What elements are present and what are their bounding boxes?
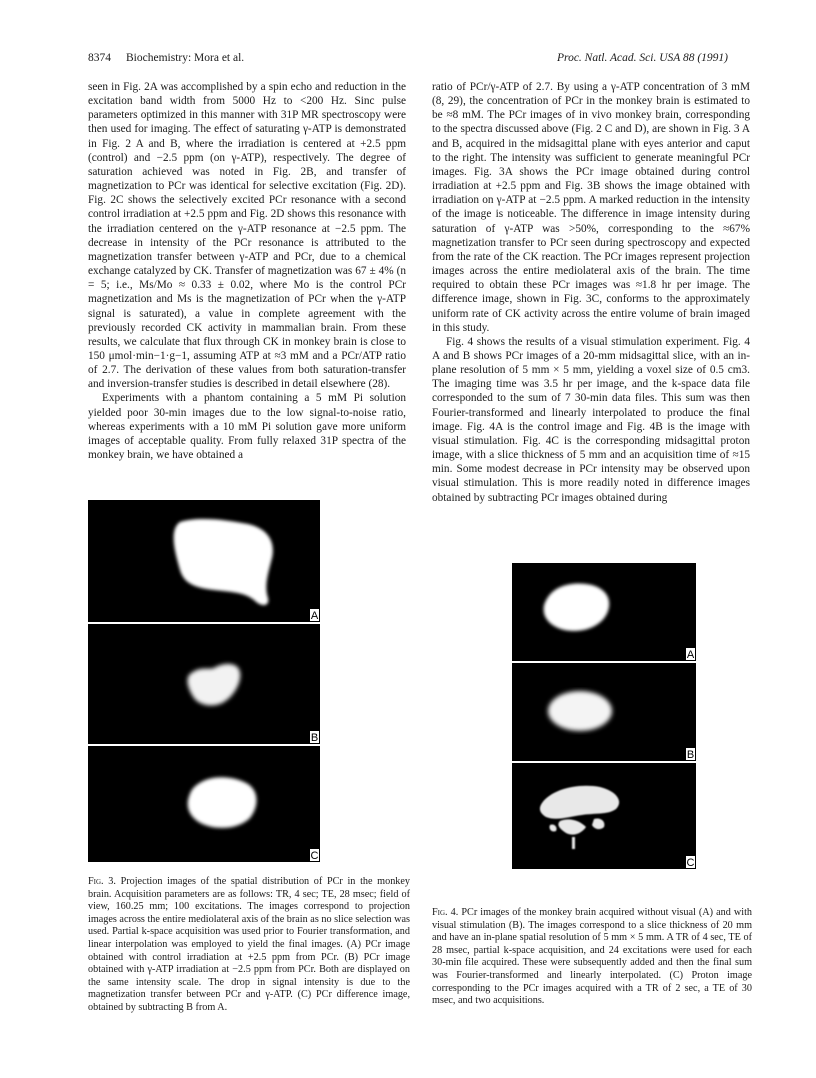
right-column [432, 80, 750, 505]
figure3-panel-a [88, 500, 320, 622]
pcr-difference-image-c [88, 746, 320, 862]
figure4-panel-a [512, 563, 696, 661]
running-header [88, 52, 728, 68]
figure3-panel-c [88, 746, 320, 862]
pcr-image-a [88, 500, 320, 622]
figure4-panel-b [512, 663, 696, 761]
left-column [88, 80, 406, 462]
figure3-label-b: B [310, 732, 319, 744]
header-authors: Biochemistry: Mora et al. [126, 52, 245, 64]
paragraph: seen in Fig. 2A was accomplished by a spin echo and reduction in the excitation band width from 5000 Hz to <200 Hz. Sinc pulse parameters optimized in this manner with 31P MR spectroscopy were then used for imaging. The effect of saturating γ-ATP is demonstrated in Fig. 2 A and B, where the irradiation is centered at +2.5 ppm (control) and −2.5 ppm (on γ-ATP), respectively. The degree of saturation achieved was noted in Fig. 2B, and transfer of magnetization to PCr was identical for selective excitation (Fig. 2D). Fig. 2C shows the selectively excited PCr resonance with a second control irradiation at +2.5 ppm and Fig. 2D shows this resonance with the irradiation centered on the γ-ATP resonance at −2.5 ppm. The decrease in intensity of the PCr resonance is attributed to the magnetization transfer between γ-ATP and PCr, due to a chemical exchange catalyzed by CK. Transfer of magnetization was 67 ± 4% (n = 5; i.e., Ms/Mo ≈ 0.33 ± 0.02, where Mo is the control PCr magnetization and Ms is the magnetization of PCr when the γ-ATP signal is saturated), a value in complete agreement with the previously recorded CK activity in mammalian brain. From these results, we calculate that flux through CK in monkey brain is close to 150 μmol·min−1·g−1, assuming ATP at ≈3 mM and a PCr/ATP ratio of 2.7. The derivation of these values from both saturation-transfer and inversion-transfer studies is described in detail elsewhere (28). [88, 81, 406, 391]
figure3-caption-label: Fig. 3. [88, 876, 116, 887]
pcr-image-without-stimulation [512, 563, 696, 661]
paragraph: ratio of PCr/γ-ATP of 2.7. By using a γ-ATP concentration of 3 mM (8, 29), the concentration of PCr in the monkey brain is estimated to be ≈8 mM. The PCr images of in vivo monkey brain, corresponding to the spectra discussed above (Fig. 2 C and D), are shown in Fig. 3 A and B, acquired in the midsagittal plane with eyes anterior and caput to the right. The intensity was sufficient to generate meaningful PCr images. Fig. 3A shows the PCr image obtained during control irradiation at +2.5 ppm and Fig. 3B shows the image obtained with irradiation on γ-ATP at −2.5 ppm. A marked reduction in the intensity of the image is noticeable. The difference in image intensity during saturation of γ-ATP was >50%, corresponding to the ≈67% magnetization transfer to PCr seen during spectroscopy and expected from the rate of the CK reaction. The PCr images represent projection images across the entire mediolateral axis of the brain. The time required to obtain these PCr images was ≈1.8 hr per image. The difference image, shown in Fig. 3C, conforms to the approximately uniform rate of CK activity across the entire volume of brain imaged in this study. [432, 81, 750, 334]
paragraph: Experiments with a phantom containing a 5 mM Pi solution yielded poor 30-min images due to the low signal-to-noise ratio, whereas experiments with a 10 mM Pi solution gave more uniform images of acceptable quality. From fully relaxed 31P spectra of the monkey brain, we have obtained a [88, 392, 406, 462]
pcr-image-b [88, 624, 320, 744]
proton-image [512, 763, 696, 869]
figure4-caption-label: Fig. 4. [432, 907, 459, 918]
figure3-caption-text: Projection images of the spatial distribution of PCr in the monkey brain. Acquisition parameters are as follows: TR, 4 sec; TE, 28 msec; field of view, 160.25 mm; 100 excitations. The images correspond to projection images across the entire mediolateral axis of the brain as no slice selection was used. Partial k-space acquisition was used prior to Fourier transformation, and linear interpolation was employed to yield the final images. (A) PCr image obtained with control irradiation at +2.5 ppm from PCr. (B) PCr image obtained with γ-ATP irradiation at −2.5 ppm from PCr. Both are displayed on the same intensity scale. The drop in signal intensity is due to the magnetization transfer between PCr and γ-ATP. (C) PCr difference image, obtained by subtracting B from A. [88, 876, 410, 1013]
figure3-label-c: C [310, 850, 319, 862]
pcr-image-with-stimulation [512, 663, 696, 761]
header-journal: Proc. Natl. Acad. Sci. USA 88 (1991) [557, 52, 728, 64]
figure3-caption [88, 876, 410, 1015]
figure4-caption [432, 907, 752, 1008]
figure4-label-a: A [686, 649, 695, 661]
page-number: 8374 [88, 52, 111, 64]
figure4-label-c: C [686, 857, 695, 869]
figure4-caption-text: PCr images of the monkey brain acquired without visual (A) and with visual stimulation (B). The images correspond to a slice thickness of 20 mm and have an in-plane spatial resolution of 5 mm × 5 mm. A TR of 4 sec, TE of 28 msec, partial k-space acquisition, and 24 excitations were used for each 30-min file acquired. These were subsequently added and then the final sum was Fourier-transformed and linearly interpolated. (C) Proton image corresponding to the PCr images acquired with a TR of 2 sec, a TE of 30 msec, and two acquisitions. [432, 907, 752, 1007]
figure3-label-a: A [310, 610, 319, 622]
paragraph: Fig. 4 shows the results of a visual stimulation experiment. Fig. 4 A and B shows PCr images of a 20-mm midsagittal slice, with an in-plane resolution of 5 mm × 5 mm, yielding a voxel size of 0.5 cm3. The imaging time was 3.5 hr per image, and the k-space data file corresponded to the sum of 7 30-min data files. This sum was then Fourier-transformed and linearly interpolated to produce the final image. Fig. 4A is the control image and Fig. 4B is the image with visual stimulation. Fig. 4C is the corresponding midsagittal proton image, with a slice thickness of 5 mm and an acquisition time of ≈15 min. Some modest decrease in PCr intensity may be observed upon visual stimulation. This is more readily noted in difference images obtained by subtracting PCr images obtained during [432, 335, 750, 504]
figure4-panel-c [512, 763, 696, 869]
figure3-panel-b [88, 624, 320, 744]
figure4-label-b: B [686, 749, 695, 761]
